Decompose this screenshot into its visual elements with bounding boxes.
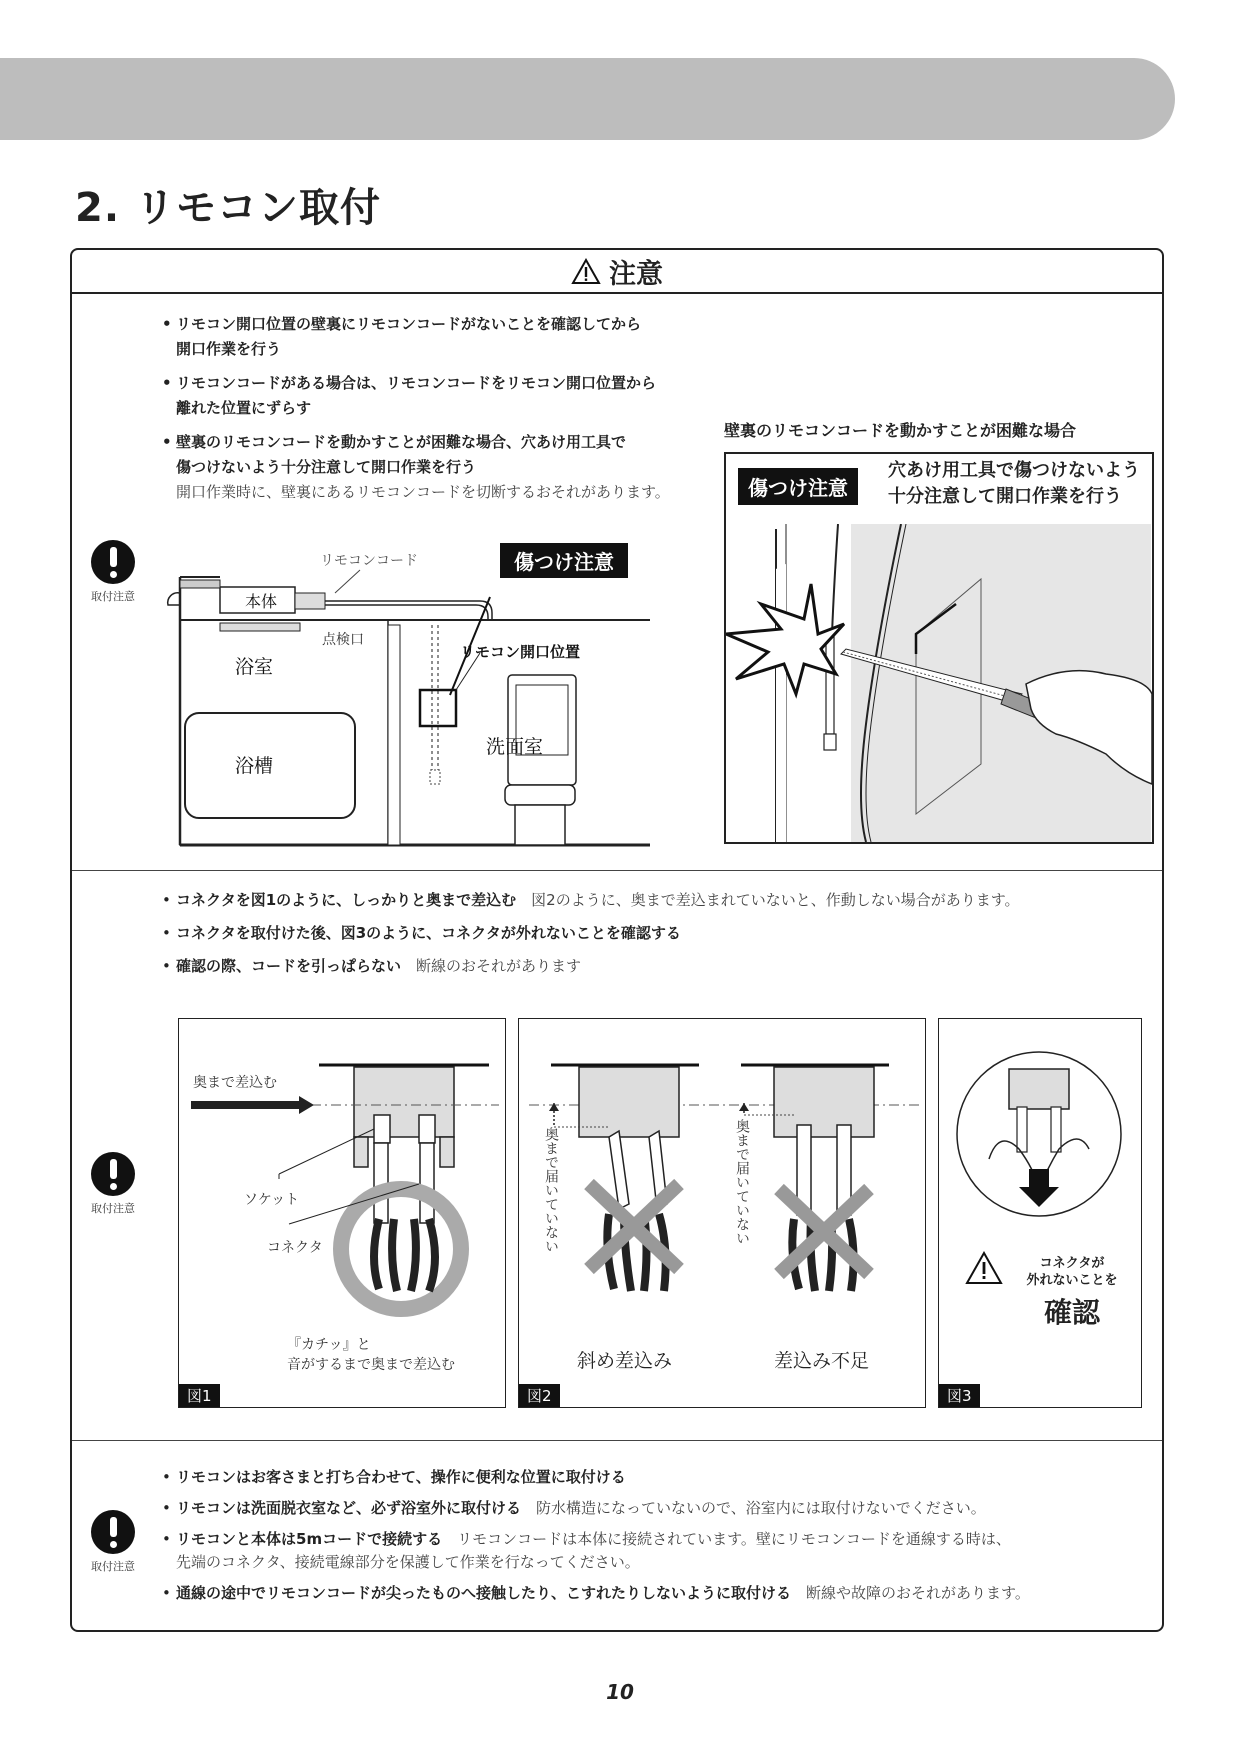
list-item: • リモコンはお客さまと打ち合わせて、操作に便利な位置に取付ける xyxy=(162,1466,1162,1489)
list-item: • リモコンと本体は5mコードで接続する リモコンコードは本体に接続されています。壁にリモコンコードを通線する時は、 先端のコネクタ、接続電線部分を保護して作業を行なってください。 xyxy=(162,1528,1162,1574)
insufficient-label: 差込み不足 xyxy=(774,1350,870,1372)
click-label: 音がするまで奥まで差込む xyxy=(287,1357,455,1373)
warning-label: 取付注意 xyxy=(91,590,135,603)
install-caution-mark xyxy=(78,540,148,604)
page-number: 10 xyxy=(606,1680,634,1704)
warning-label: 取付注意 xyxy=(91,1202,135,1215)
list-item: • リモコンは洗面脱衣室など、必ず浴室外に取付ける 防水構造になっていないので、浴室内には取付けないでください。 xyxy=(162,1497,1162,1520)
install-caution-mark xyxy=(78,1152,148,1216)
figure-1 xyxy=(178,1018,506,1408)
installation-diagram xyxy=(160,545,660,850)
socket-label: ソケット xyxy=(244,1192,300,1208)
inspection-label: 点検口 xyxy=(322,632,364,648)
figure-label: 図3 xyxy=(939,1384,980,1407)
caution-title: 注意 xyxy=(609,258,663,290)
install-caution-mark xyxy=(78,1510,148,1574)
body-label: 本体 xyxy=(245,592,278,611)
list-item: • リモコン開口位置の壁裏にリモコンコードがないことを確認してから 開口作業を行う xyxy=(162,312,722,362)
bathroom-label: 浴室 xyxy=(235,656,274,678)
list-item: • 壁裏のリモコンコードを動かすことが困難な場合、穴あけ用工具で 傷つけないよう十分注意して開口作業を行う 開口作業時に、壁裏にあるリモコンコードを切断するおそれがあります。 xyxy=(162,430,722,505)
drilling-illustration xyxy=(726,524,1152,842)
damage-caution-badge: 傷つけ注意 xyxy=(738,468,858,505)
not-reach-label: 奥まで届いていない xyxy=(543,1127,559,1253)
header-band xyxy=(0,58,1175,140)
right-panel xyxy=(724,452,1154,844)
warning-triangle-icon xyxy=(965,1251,1003,1285)
caution-header xyxy=(72,250,1162,294)
list-item: • リモコンコードがある場合は、リモコンコードをリモコン開口位置から 離れた位置にずらす xyxy=(162,371,722,421)
list-item: • コネクタを取付けた後、図3のように、コネクタが外れないことを確認する xyxy=(162,921,1162,946)
warning-triangle-icon xyxy=(571,258,601,285)
connector-label: コネクタ xyxy=(267,1240,323,1256)
exclamation-icon xyxy=(91,1152,135,1196)
figure-3 xyxy=(938,1018,1142,1408)
washroom-label: 洗面室 xyxy=(486,736,544,758)
cord-label: リモコンコード xyxy=(320,553,418,569)
exclamation-icon xyxy=(91,1510,135,1554)
diagonal-label: 斜め差込み xyxy=(577,1350,673,1372)
opening-label: リモコン開口位置 xyxy=(460,643,581,661)
section-divider xyxy=(72,1440,1162,1441)
push-label: 奥まで差込む xyxy=(193,1075,277,1091)
click-label: 『カチッ』と xyxy=(287,1337,371,1353)
not-reach-label: 奥まで届いていない xyxy=(734,1119,750,1245)
list-item: • 通線の途中でリモコンコードが尖ったものへ接触したり、こすれたりしないように取付ける 断線や故障のおそれがあります。 xyxy=(162,1582,1162,1605)
connector-correct-diagram xyxy=(179,1019,504,1406)
section-divider xyxy=(72,870,1162,871)
right-panel-text: 穴あけ用工具で傷つけないよう 十分注意して開口作業を行う xyxy=(888,460,1140,507)
section2-bullets xyxy=(162,888,1162,979)
page-title: 2. リモコン取付 xyxy=(75,185,381,231)
check-text: コネクタが 外れないことを xyxy=(1026,1256,1118,1288)
section1-bullets xyxy=(162,312,722,505)
confirm-label: 確認 xyxy=(1043,1296,1100,1329)
right-panel-heading: 壁裏のリモコンコードを動かすことが困難な場合 xyxy=(724,421,1077,440)
figure-label: 図2 xyxy=(519,1384,560,1407)
figure-label: 図1 xyxy=(179,1384,220,1407)
list-item: • 確認の際、コードを引っぱらない 断線のおそれがあります xyxy=(162,954,1162,979)
bathtub-label: 浴槽 xyxy=(235,755,274,777)
section3-bullets xyxy=(162,1466,1162,1605)
exclamation-icon xyxy=(91,540,135,584)
warning-label: 取付注意 xyxy=(91,1560,135,1573)
figure-2 xyxy=(518,1018,926,1408)
list-item: • コネクタを図1のように、しっかりと奥まで差込む 図2のように、奥まで差込まれていないと、作動しない場合があります。 xyxy=(162,888,1162,913)
connector-check-diagram xyxy=(939,1019,1139,1279)
damage-caution-badge: 傷つけ注意 xyxy=(500,543,628,578)
